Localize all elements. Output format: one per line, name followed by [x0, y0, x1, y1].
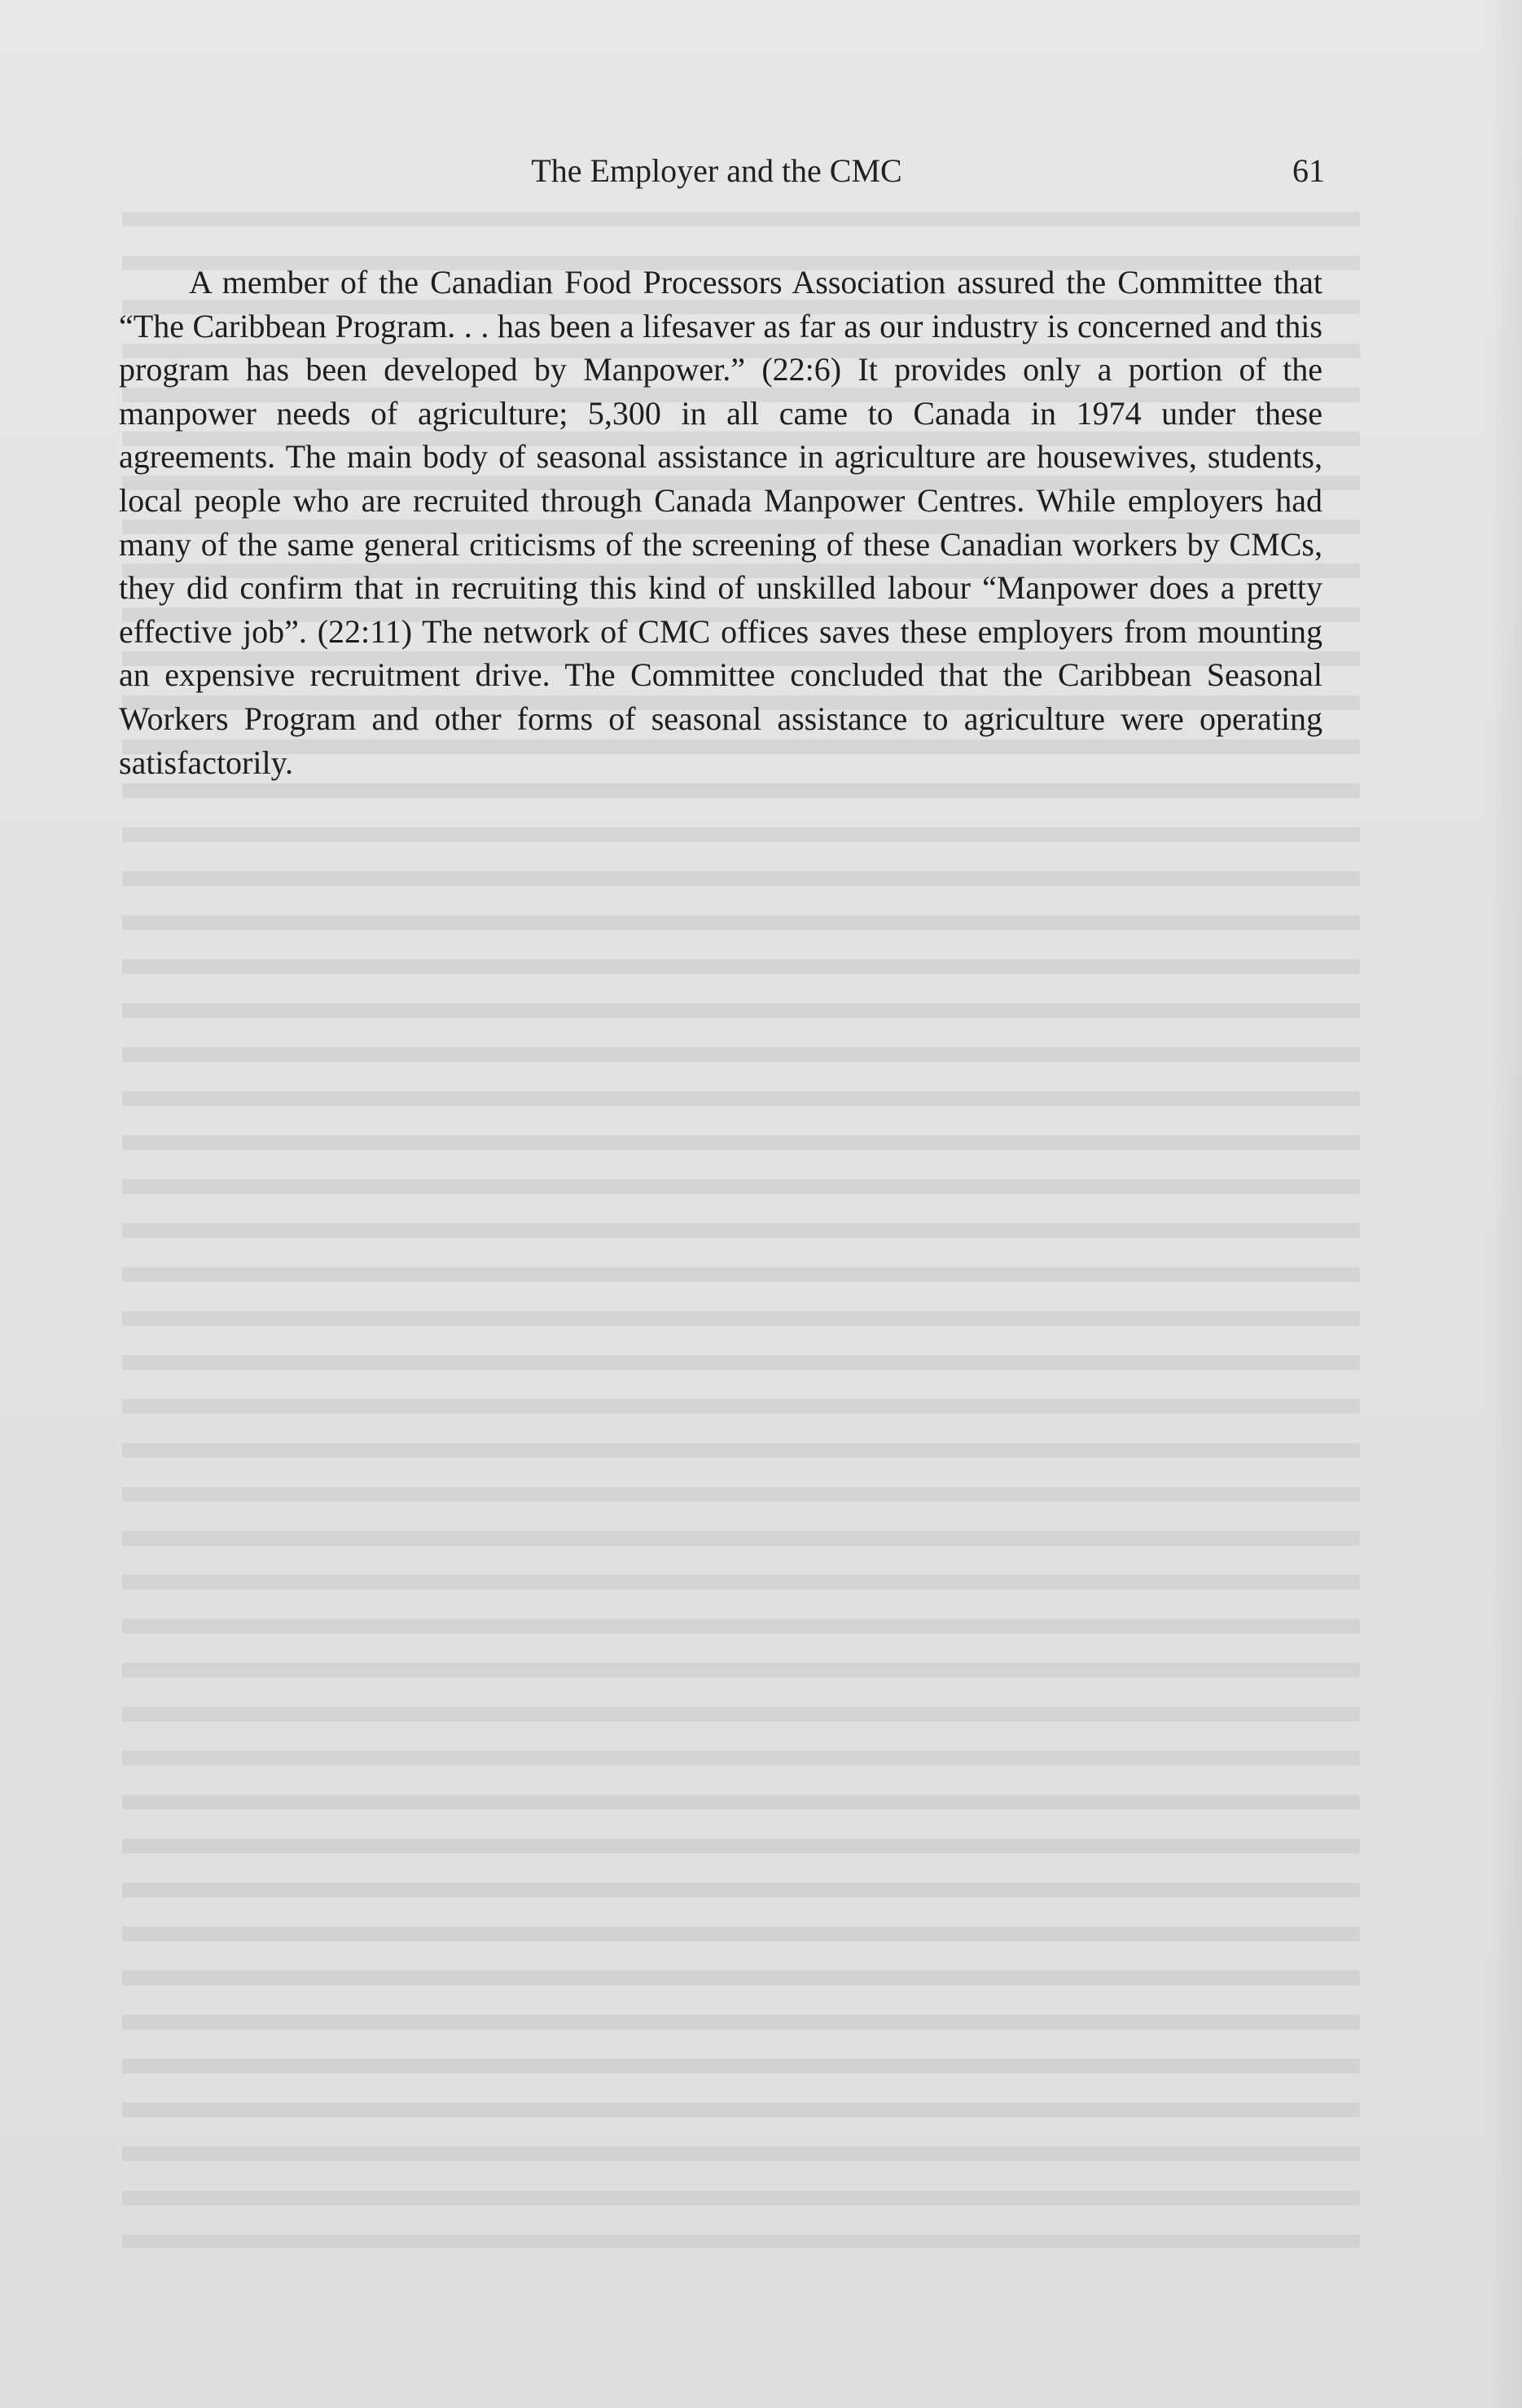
running-header [0, 151, 1522, 200]
running-title: The Employer and the CMC [531, 152, 902, 189]
body-paragraph: A member of the Canadian Food Processors Association assured the Committee that “The Caribbean Program. . . has been a lifesaver as far as our industry is concerned and this program has been developed by Manpower.” (22:6) It provides only a portion of the manpower needs of agriculture; 5,300 in all came to Canada in 1974 under these agreements. The main body of seasonal assistance in agriculture are housewives, students, local people who are recruited through Canada Manpower Centres. While employers had many of the same general criticisms of the screening of these Canadian workers by CMCs, they did confirm that in recruiting this kind of unskilled labour “Manpower does a pretty effective job”. (22:11) The network of CMC offices saves these employers from mounting an expensive recruitment drive. The Committee concluded that the Caribbean Seasonal Workers Program and other forms of seasonal assistance to agriculture were operating satisfactorily. [119, 264, 1322, 781]
page-number: 61 [1292, 152, 1325, 189]
page-edge-shadow [1489, 0, 1522, 2408]
